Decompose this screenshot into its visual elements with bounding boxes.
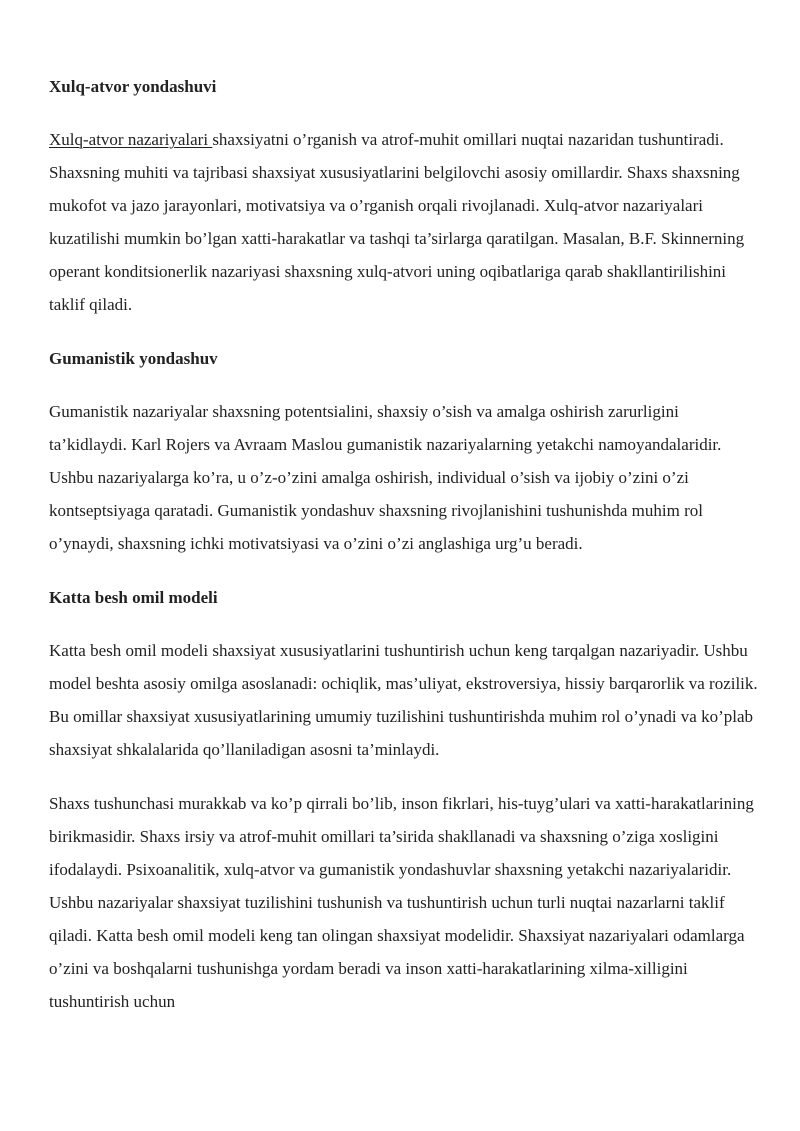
heading-big-five-model: Katta besh omil modeli — [49, 588, 218, 607]
document-page — [49, 70, 759, 1018]
spacer — [49, 614, 759, 634]
paragraph-behavioral-text: shaxsiyatni o’rganish va atrof-muhit omillari nuqtai nazaridan tushuntiradi. Shaxsning muhiti va tajribasi shaxsiyat xususiyatlarini belgilovchi asosiy omillardir. Shaxs shaxsning mukofot va jazo jarayonlari, motivatsiya va o’rganish orqali rivojlanadi. Xulq-atvor nazariyalari kuzatilishi mumkin bo’lgan xatti-harakatlar va tashqi ta’sirlarga qaratilgan. Masalan, B.F. Skinnerning operant konditsionerlik nazariyasi shaxsning xulq-atvori uning oqibatlariga qarab shakllantirilishini taklif qiladi. — [49, 130, 745, 314]
paragraph-behavioral — [49, 123, 759, 321]
behavioral-theories-link[interactable]: Xulq-atvor nazariyalari — [49, 130, 213, 149]
heading-behavioral-approach: Xulq-atvor yondashuvi — [49, 77, 217, 96]
spacer — [49, 375, 759, 395]
paragraph-summary: Shaxs tushunchasi murakkab va ko’p qirrali bo’lib, inson fikrlari, his-tuyg’ulari va xatti-harakatlarining birikmasidir. Shaxs irsiy va atrof-muhit omillari ta’sirida shakllanadi va shaxsning o’ziga xosligini ifodalaydi. Psixoanalitik, xulq-atvor va gumanistik yondashuvlar shaxsning yetakchi nazariyalaridir. Ushbu nazariyalar shaxsiyat tuzilishini tushunish va tushuntirish uchun turli nuqtai nazarlarni taklif qiladi. Katta besh omil modeli keng tan olingan shaxsiyat modelidir. Shaxsiyat nazariyalari odamlarga o’zini va boshqalarni tushunishga yordam beradi va inson xatti-harakatlarining xilma-xilligini tushuntirish uchun — [49, 794, 754, 1011]
spacer — [49, 766, 759, 787]
paragraph-big-five: Katta besh omil modeli shaxsiyat xususiyatlarini tushuntirish uchun keng tarqalgan nazariyadir. Ushbu model beshta asosiy omilga asoslanadi: ochiqlik, mas’uliyat, ekstroversiya, hissiy barqarorlik va rozilik. Bu omillar shaxsiyat xususiyatlarining umumiy tuzilishini tushuntirishda muhim rol o’ynadi va ko’plab shaxsiyat shkalalarida qo’llaniladigan asosni ta’minlaydi. — [49, 641, 758, 759]
heading-humanistic-approach: Gumanistik yondashuv — [49, 349, 218, 368]
spacer — [49, 560, 759, 581]
spacer — [49, 103, 759, 123]
spacer — [49, 321, 759, 342]
paragraph-humanistic: Gumanistik nazariyalar shaxsning potentsialini, shaxsiy o’sish va amalga oshirish zarurligini ta’kidlaydi. Karl Rojers va Avraam Maslou gumanistik nazariyalarning yetakchi namoyandalaridir. Ushbu nazariyalarga ko’ra, u o’z-o’zini amalga oshirish, individual o’sish va ijobiy o’zini o’zi kontseptsiyaga qaratadi. Gumanistik yondashuv shaxsning rivojlanishini tushunishda muhim rol o’ynaydi, shaxsning ichki motivatsiyasi va o’zini o’zi anglashiga urg’u beradi. — [49, 402, 722, 553]
